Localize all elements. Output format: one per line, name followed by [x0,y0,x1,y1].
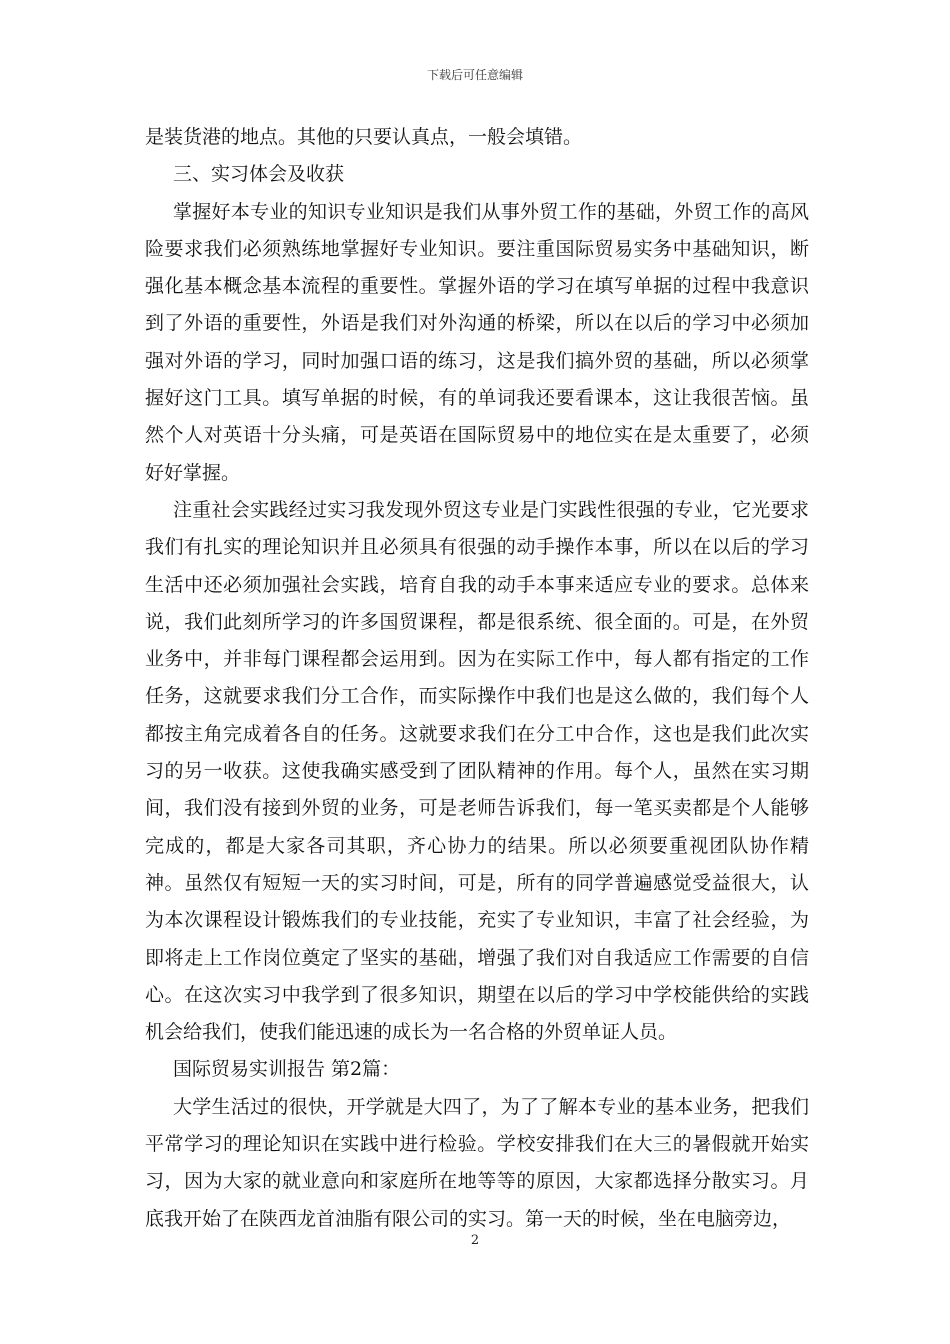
paragraph: 大学生活过的很快，开学就是大四了，为了了解本专业的基本业务，把我们平常学习的理论知识在实践中进行检验。学校安排我们在大三的暑假就开始实习，因为大家的就业意向和家庭所在地等等的原因，大家都选择分散实习。月底我开始了在陕西龙首油脂有限公司的实习。第一天的时候，坐在电脑旁边， [145,1095,809,1230]
section-heading: 三、实习体会及收获 [173,163,345,186]
document-body [145,119,809,1238]
page-header: 下载后可任意编辑 [426,68,523,82]
paragraph: 掌握好本专业的知识专业知识是我们从事外贸工作的基础，外贸工作的高风险要求我们必须熟练地掌握好专业知识。要注重国际贸易实务中基础知识，断强化基本概念基本流程的重要性。掌握外语的学习在填写单据的过程中我意识到了外语的重要性，外语是我们对外沟通的桥梁，所以在以后的学习中必须加强对外语的学习，同时加强口语的练习，这是我们搞外贸的基础，所以必须掌握好这门工具。填写单据的时候，有的单词我还要看课本，这让我很苦恼。虽然个人对英语十分头痛，可是英语在国际贸易中的地位实在是太重要了，必须好好掌握。 [145,200,809,484]
paragraph: 注重社会实践经过实习我发现外贸这专业是门实践性很强的专业，它光要求我们有扎实的理论知识并且必须具有很强的动手操作本事，所以在以后的学习生活中还必须加强社会实践，培育自我的动手本事来适应专业的要求。总体来说，我们此刻所学习的许多国贸课程，都是很系统、很全面的。可是，在外贸业务中，并非每门课程都会运用到。因为在实际工作中，每人都有指定的工作任务，这就要求我们分工合作，而实际操作中我们也是这么做的，我们每个人都按主角完成着各自的任务。这就要求我们在分工中合作，这也是我们此次实习的另一收获。这使我确实感受到了团队精神的作用。每个人，虽然在实习期间，我们没有接到外贸的业务，可是老师告诉我们，每一笔买卖都是个人能够完成的，都是大家各司其职，齐心协力的结果。所以必须要重视团队协作精神。虽然仅有短短一天的实习时间，可是，所有的同学普遍感觉受益很大，认为本次课程设计锻炼我们的专业技能，充实了专业知识，丰富了社会经验，为即将走上工作岗位奠定了坚实的基础，增强了我们对自我适应工作需要的自信心。在这次实习中我学到了很多知识，期望在以后的学习中学校能供给的实践机会给我们，使我们能迅速的成长为一名合格的外贸单证人员。 [145,498,809,1044]
paragraph-continuation: 是装货港的地点。其他的只要认真点，一般会填错。 [145,126,583,148]
article-title: 国际贸易实训报告 第2篇： [173,1058,401,1081]
page-number: 2 [470,1233,480,1248]
